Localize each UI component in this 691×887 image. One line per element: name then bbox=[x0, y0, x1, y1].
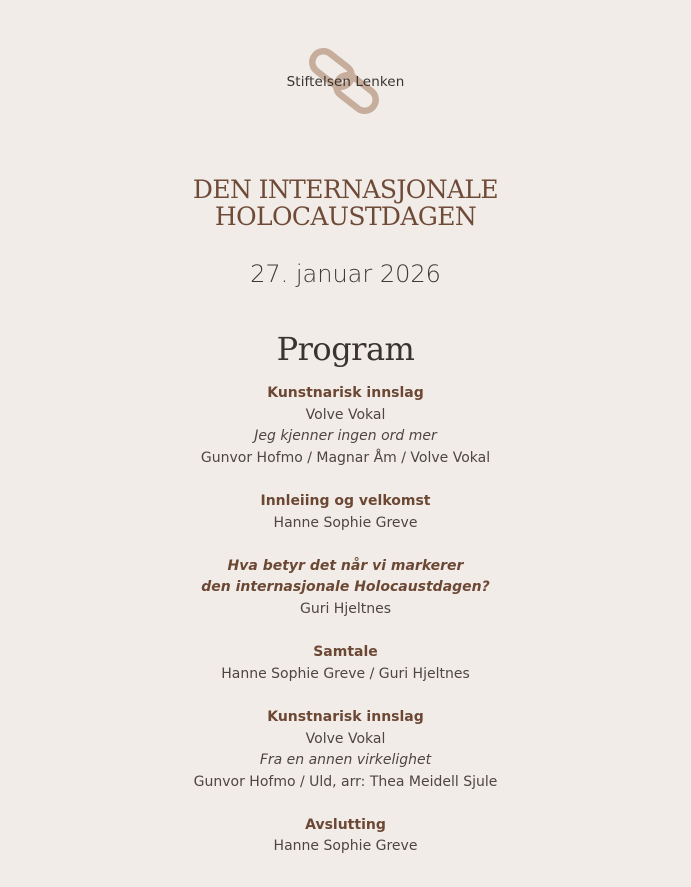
section-title: Avslutting bbox=[305, 816, 386, 833]
section-line: Guri Hjeltnes bbox=[299, 600, 391, 617]
section-title: den internasjonale Holocaustdagen? bbox=[201, 579, 490, 596]
program-section bbox=[0, 491, 691, 534]
title-line-2: HOLOCAUSTDAGEN bbox=[214, 202, 477, 231]
section-line: Volve Vokal bbox=[305, 406, 386, 423]
section-line: Gunvor Hofmo / Magnar Åm / Volve Vokal bbox=[200, 449, 491, 466]
section-line: Hanne Sophie Greve bbox=[273, 838, 418, 855]
logo bbox=[0, 48, 691, 118]
section-line: Gunvor Hofmo / Uld, arr: Thea Meidell Sjule bbox=[193, 773, 498, 790]
title-line-1: DEN INTERNASJONALE bbox=[192, 175, 499, 204]
section-title: Innleiing og velkomst bbox=[260, 492, 431, 509]
section-line: Hanne Sophie Greve / Guri Hjeltnes bbox=[221, 665, 470, 682]
program-section bbox=[0, 707, 691, 793]
program-section bbox=[0, 383, 691, 469]
work-title: Jeg kjenner ingen ord mer bbox=[254, 428, 437, 445]
program-section bbox=[0, 556, 691, 621]
section-title: Hva betyr det når vi markerer bbox=[227, 557, 464, 574]
program-heading: Program bbox=[276, 330, 415, 368]
logo-text: Stiftelsen Lenken bbox=[286, 74, 405, 90]
event-date: 27. januar 2026 bbox=[250, 260, 441, 288]
program-section bbox=[0, 815, 691, 858]
section-title: Kunstnarisk innslag bbox=[267, 708, 424, 725]
program-section bbox=[0, 642, 691, 685]
section-line: Hanne Sophie Greve bbox=[273, 514, 418, 531]
section-title: Samtale bbox=[313, 644, 378, 661]
section-title: Kunstnarisk innslag bbox=[267, 385, 424, 401]
work-title: Fra en annen virkelighet bbox=[259, 752, 432, 769]
section-line: Volve Vokal bbox=[305, 730, 386, 747]
program-list bbox=[0, 383, 691, 880]
page-title bbox=[0, 176, 691, 230]
